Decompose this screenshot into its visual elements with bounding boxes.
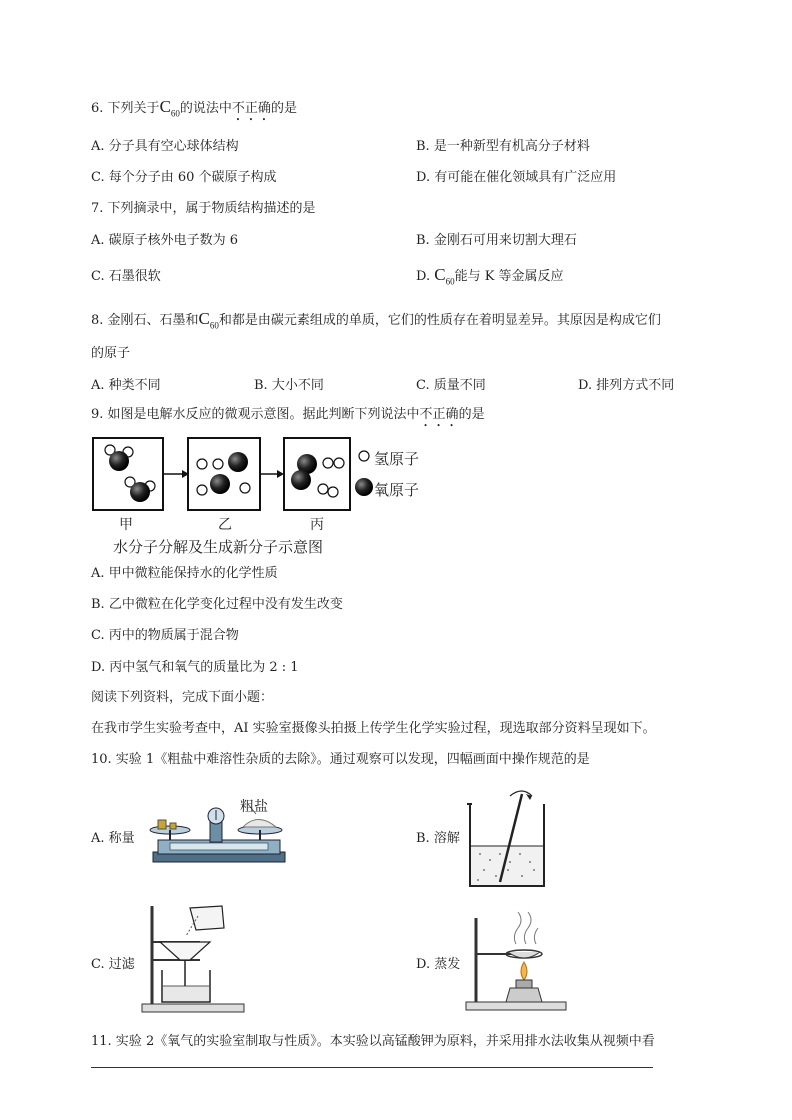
q9-option-b[interactable]: B. 乙中微粒在化学变化过程中没有发生改变 bbox=[91, 597, 343, 612]
c60-formula: $C_{60}$ bbox=[159, 97, 180, 119]
q8-stem: 8. 金刚石、石墨和$C_{60}$和都是由碳元素组成的单质，它们的性质存在着明显差异。其原因是构成它们 bbox=[91, 309, 661, 331]
q6-stem: 6. 下列关于$C_{60}$的说法中不正确的是 bbox=[91, 97, 297, 119]
beaker-stirring-illustration bbox=[462, 782, 562, 892]
q8-stem-line2: 的原子 bbox=[91, 346, 131, 361]
h-atom bbox=[197, 485, 207, 495]
legend-h-atom bbox=[359, 451, 369, 461]
q10-option-c[interactable]: C. 过滤 bbox=[91, 957, 135, 972]
box-yi bbox=[188, 438, 260, 510]
o-atom bbox=[228, 452, 248, 472]
o-atom bbox=[109, 451, 129, 471]
label-jia: 甲 bbox=[119, 517, 133, 533]
reading-paragraph: 在我市学生实验考查中，AI 实验室摄像头拍摄上传学生化学实验过程，现选取部分资料呈现如下。 bbox=[91, 721, 656, 736]
q8-option-d[interactable]: D. 排列方式不同 bbox=[578, 378, 675, 393]
q8-option-a[interactable]: A. 种类不同 bbox=[91, 378, 161, 393]
q11-stem: 11. 实验 2《氧气的实验室制取与性质》。本实验以高锰酸钾为原料，并采用排水法收集从视频中看 bbox=[91, 1034, 655, 1049]
arrow-head bbox=[277, 470, 284, 478]
q7-option-d[interactable]: D. $C_{60}$能与 K 等金属反应 bbox=[416, 265, 564, 287]
emphasis-text: 不正确 bbox=[231, 101, 271, 116]
diagram-caption: 水分子分解及生成新分子示意图 bbox=[113, 538, 324, 556]
h-atom bbox=[328, 487, 338, 497]
h-atom bbox=[197, 459, 207, 469]
label-bing: 丙 bbox=[310, 517, 324, 533]
evaporation-illustration bbox=[462, 908, 572, 1014]
balance-illustration bbox=[148, 790, 298, 870]
filtration-illustration bbox=[140, 902, 250, 1014]
c60-formula: $C_{60}$ bbox=[434, 265, 455, 287]
o-atom bbox=[210, 474, 230, 494]
q9-option-c[interactable]: C. 丙中的物质属于混合物 bbox=[91, 628, 239, 643]
label-yi: 乙 bbox=[218, 517, 232, 533]
h-atom bbox=[334, 458, 344, 468]
q9-option-d[interactable]: D. 丙中氢气和氧气的质量比为 2 : 1 bbox=[91, 660, 299, 675]
q10-stem: 10. 实验 1《粗盐中难溶性杂质的去除》。通过观察可以发现，四幅画面中操作规范的是 bbox=[91, 752, 590, 767]
q6-option-c[interactable]: C. 每个分子由 60 个碳原子构成 bbox=[91, 170, 277, 185]
o-atom bbox=[130, 482, 150, 502]
q6-option-a[interactable]: A. 分子具有空心球体结构 bbox=[91, 139, 239, 154]
h-atom bbox=[323, 458, 333, 468]
legend-o-atom bbox=[355, 478, 373, 496]
h-atom bbox=[213, 459, 223, 469]
q10-option-a[interactable]: A. 称量 bbox=[91, 831, 135, 846]
salt-label: 粗盐 bbox=[240, 799, 268, 815]
h-atom bbox=[318, 484, 328, 494]
q7-stem: 7. 下列摘录中，属于物质结构描述的是 bbox=[91, 201, 316, 216]
legend-oxygen: 氧原子 bbox=[374, 481, 420, 499]
q6-number: 6. bbox=[91, 101, 104, 116]
q10-option-d[interactable]: D. 蒸发 bbox=[416, 957, 461, 972]
footer-divider bbox=[91, 1067, 653, 1068]
o-atom bbox=[291, 470, 311, 490]
reading-intro: 阅读下列资料，完成下面小题： bbox=[91, 690, 274, 705]
q6-option-b[interactable]: B. 是一种新型有机高分子材料 bbox=[416, 139, 590, 154]
c60-formula: $C_{60}$ bbox=[198, 309, 219, 331]
q7-option-a[interactable]: A. 碳原子核外电子数为 6 bbox=[91, 233, 239, 248]
legend-hydrogen: 氢原子 bbox=[374, 450, 420, 468]
q6-option-d[interactable]: D. 有可能在催化领域具有广泛应用 bbox=[416, 170, 617, 185]
q10-option-b[interactable]: B. 溶解 bbox=[416, 831, 460, 846]
q7-option-c[interactable]: C. 石墨很软 bbox=[91, 269, 161, 284]
q8-option-b[interactable]: B. 大小不同 bbox=[254, 378, 324, 393]
q8-option-c[interactable]: C. 质量不同 bbox=[416, 378, 486, 393]
q9-stem: 9. 如图是电解水反应的微观示意图。据此判断下列说法中不正确的是 bbox=[91, 407, 485, 422]
emphasis-text: 不正确 bbox=[419, 407, 459, 422]
q9-option-a[interactable]: A. 甲中微粒能保持水的化学性质 bbox=[91, 566, 278, 581]
q7-option-b[interactable]: B. 金刚石可用来切割大理石 bbox=[416, 233, 577, 248]
h-atom bbox=[240, 483, 250, 493]
